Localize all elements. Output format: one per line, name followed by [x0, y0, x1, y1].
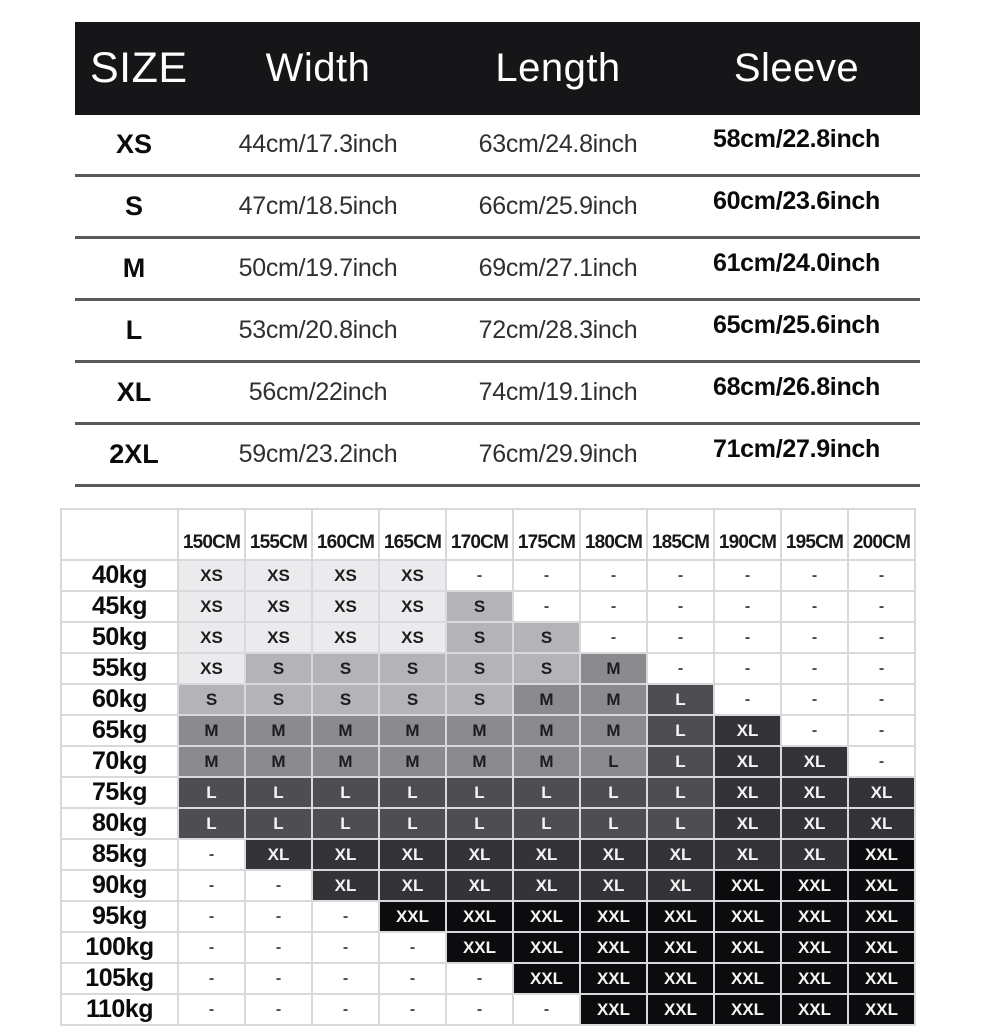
matrix-cell-size: XS [245, 591, 312, 622]
size-table-header-size: SIZE [90, 44, 188, 92]
matrix-cell-size: XS [312, 622, 379, 653]
size-cell-sleeve: 65cm/25.6inch [712, 311, 881, 339]
matrix-cell-size: XXL [647, 932, 714, 963]
matrix-cell-size: XL [647, 870, 714, 901]
matrix-cell-size: XL [379, 870, 446, 901]
matrix-cell-size: M [580, 684, 647, 715]
matrix-height-header: 170CM [446, 509, 513, 560]
matrix-cell-size: M [379, 715, 446, 746]
matrix-cell-size: S [312, 653, 379, 684]
matrix-cell-size: XXL [580, 963, 647, 994]
matrix-cell-size: XL [781, 839, 848, 870]
matrix-cell-dash: - [312, 994, 379, 1025]
matrix-cell-dash: - [848, 746, 915, 777]
matrix-cell-size: XL [714, 746, 781, 777]
matrix-cell-size: XL [647, 839, 714, 870]
matrix-cell-size: XXL [848, 963, 915, 994]
matrix-row [61, 591, 915, 622]
matrix-cell-size: XXL [446, 932, 513, 963]
matrix-cell-size: XL [714, 715, 781, 746]
matrix-cell-size: XXL [781, 963, 848, 994]
matrix-cell-size: XS [178, 622, 245, 653]
matrix-row [61, 715, 915, 746]
matrix-cell-dash: - [245, 963, 312, 994]
matrix-cell-size: L [647, 715, 714, 746]
matrix-row [61, 653, 915, 684]
size-cell-size: XS [115, 129, 153, 159]
matrix-weight-header: 105kg [61, 963, 178, 994]
matrix-cell-size: S [178, 684, 245, 715]
matrix-cell-size: L [446, 808, 513, 839]
matrix-cell-size: XL [245, 839, 312, 870]
matrix-cell-size: XS [379, 622, 446, 653]
size-cell-sleeve: 61cm/24.0inch [712, 249, 881, 277]
matrix-cell-size: XL [580, 870, 647, 901]
matrix-cell-dash: - [848, 560, 915, 591]
matrix-cell-size: M [245, 715, 312, 746]
matrix-cell-dash: - [714, 560, 781, 591]
matrix-cell-size: XXL [848, 932, 915, 963]
size-cell-length: 69cm/27.1inch [478, 254, 638, 282]
matrix-cell-dash: - [580, 591, 647, 622]
matrix-cell-size: M [446, 715, 513, 746]
matrix-cell-size: XL [446, 839, 513, 870]
matrix-cell-dash: - [714, 684, 781, 715]
matrix-cell-dash: - [781, 715, 848, 746]
size-cell-sleeve: 68cm/26.8inch [712, 373, 881, 401]
matrix-cell-size: XXL [781, 932, 848, 963]
matrix-cell-size: XXL [513, 901, 580, 932]
matrix-cell-size: S [513, 622, 580, 653]
matrix-cell-dash: - [178, 870, 245, 901]
matrix-cell-size: L [245, 777, 312, 808]
matrix-cell-size: L [178, 777, 245, 808]
matrix-cell-size: S [513, 653, 580, 684]
matrix-height-header: 165CM [379, 509, 446, 560]
matrix-cell-dash: - [178, 901, 245, 932]
matrix-cell-dash: - [580, 560, 647, 591]
size-table-header-width: Width [265, 46, 371, 90]
size-cell-width: 56cm/22inch [248, 378, 388, 406]
matrix-cell-size: XL [781, 808, 848, 839]
matrix-row [61, 560, 915, 591]
matrix-cell-dash: - [848, 622, 915, 653]
matrix-cell-dash: - [647, 591, 714, 622]
matrix-corner-cell [61, 509, 178, 560]
matrix-cell-size: XL [513, 870, 580, 901]
size-cell-width: 44cm/17.3inch [238, 130, 398, 158]
matrix-cell-size: XXL [714, 870, 781, 901]
matrix-weight-header: 100kg [61, 932, 178, 963]
matrix-weight-header: 45kg [61, 591, 178, 622]
matrix-cell-size: XXL [714, 994, 781, 1025]
matrix-cell-size: XXL [446, 901, 513, 932]
matrix-height-header: 175CM [513, 509, 580, 560]
matrix-cell-dash: - [714, 622, 781, 653]
matrix-cell-size: L [580, 777, 647, 808]
matrix-cell-size: S [379, 684, 446, 715]
matrix-cell-size: S [312, 684, 379, 715]
matrix-weight-header: 60kg [61, 684, 178, 715]
size-cell-width: 59cm/23.2inch [238, 440, 398, 468]
matrix-cell-dash: - [312, 963, 379, 994]
matrix-cell-size: L [580, 808, 647, 839]
matrix-cell-dash: - [714, 591, 781, 622]
size-table-row [75, 115, 920, 177]
matrix-weight-header: 70kg [61, 746, 178, 777]
matrix-weight-header: 110kg [61, 994, 178, 1025]
size-table-header-length: Length [495, 46, 621, 90]
matrix-cell-dash: - [446, 560, 513, 591]
matrix-cell-size: XXL [848, 839, 915, 870]
matrix-cell-size: XL [312, 839, 379, 870]
matrix-cell-size: XL [781, 746, 848, 777]
matrix-weight-header: 40kg [61, 560, 178, 591]
matrix-cell-size: XXL [647, 963, 714, 994]
size-cell-sleeve: 60cm/23.6inch [712, 187, 881, 215]
matrix-cell-dash: - [714, 653, 781, 684]
matrix-cell-size: XXL [781, 870, 848, 901]
matrix-height-header: 180CM [580, 509, 647, 560]
matrix-weight-header: 85kg [61, 839, 178, 870]
matrix-cell-size: L [245, 808, 312, 839]
matrix-header-row [61, 509, 915, 560]
matrix-cell-size: XXL [580, 901, 647, 932]
matrix-cell-size: XL [848, 777, 915, 808]
size-table-body [75, 115, 920, 487]
matrix-cell-size: XL [580, 839, 647, 870]
matrix-cell-size: L [647, 808, 714, 839]
matrix-cell-size: XXL [647, 901, 714, 932]
matrix-cell-dash: - [513, 591, 580, 622]
matrix-cell-size: XL [848, 808, 915, 839]
matrix-cell-size: M [513, 715, 580, 746]
matrix-cell-dash: - [513, 994, 580, 1025]
matrix-cell-size: L [580, 746, 647, 777]
size-table-header-sleeve: Sleeve [733, 46, 860, 90]
matrix-cell-size: S [245, 653, 312, 684]
matrix-cell-size: S [446, 591, 513, 622]
matrix-cell-size: L [178, 808, 245, 839]
matrix-cell-dash: - [781, 684, 848, 715]
matrix-height-header: 185CM [647, 509, 714, 560]
matrix-row [61, 746, 915, 777]
matrix-cell-dash: - [178, 963, 245, 994]
matrix-cell-size: XS [312, 560, 379, 591]
size-cell-length: 63cm/24.8inch [478, 130, 638, 158]
size-table-row [75, 425, 920, 487]
matrix-cell-size: XS [178, 653, 245, 684]
matrix-cell-size: XXL [580, 994, 647, 1025]
matrix-cell-size: S [245, 684, 312, 715]
matrix-cell-dash: - [781, 622, 848, 653]
matrix-cell-dash: - [312, 932, 379, 963]
height-weight-matrix [60, 508, 916, 1026]
matrix-cell-size: XL [312, 870, 379, 901]
matrix-cell-size: XS [379, 591, 446, 622]
matrix-cell-dash: - [178, 932, 245, 963]
matrix-cell-size: S [446, 684, 513, 715]
matrix-cell-size: L [513, 808, 580, 839]
matrix-cell-size: XXL [513, 932, 580, 963]
matrix-weight-header: 55kg [61, 653, 178, 684]
matrix-cell-size: L [647, 777, 714, 808]
size-cell-length: 66cm/25.9inch [478, 192, 638, 220]
matrix-height-header: 160CM [312, 509, 379, 560]
matrix-cell-size: L [647, 684, 714, 715]
matrix-cell-size: XS [178, 560, 245, 591]
size-table [75, 22, 920, 487]
matrix-cell-size: M [178, 715, 245, 746]
matrix-cell-size: S [446, 622, 513, 653]
size-cell-size: L [125, 315, 143, 345]
matrix-cell-size: XL [781, 777, 848, 808]
matrix-cell-size: L [312, 777, 379, 808]
matrix-cell-size: XXL [848, 901, 915, 932]
matrix-cell-dash: - [446, 994, 513, 1025]
size-cell-length: 76cm/29.9inch [478, 440, 638, 468]
matrix-cell-size: XXL [714, 963, 781, 994]
matrix-cell-dash: - [848, 684, 915, 715]
matrix-cell-size: XS [178, 591, 245, 622]
matrix-cell-size: XXL [781, 901, 848, 932]
matrix-cell-dash: - [245, 932, 312, 963]
matrix-cell-dash: - [848, 715, 915, 746]
matrix-weight-header: 65kg [61, 715, 178, 746]
matrix-row [61, 994, 915, 1025]
matrix-cell-dash: - [178, 994, 245, 1025]
matrix-cell-size: XS [312, 591, 379, 622]
matrix-cell-dash: - [379, 963, 446, 994]
matrix-cell-dash: - [178, 839, 245, 870]
matrix-cell-size: M [312, 715, 379, 746]
matrix-cell-size: XXL [848, 870, 915, 901]
matrix-cell-size: S [379, 653, 446, 684]
matrix-cell-dash: - [580, 622, 647, 653]
matrix-cell-dash: - [379, 994, 446, 1025]
size-cell-sleeve: 71cm/27.9inch [712, 435, 881, 463]
matrix-cell-size: XXL [647, 994, 714, 1025]
matrix-height-header: 150CM [178, 509, 245, 560]
matrix-row [61, 932, 915, 963]
matrix-cell-size: M [178, 746, 245, 777]
matrix-cell-size: L [446, 777, 513, 808]
matrix-row [61, 839, 915, 870]
matrix-cell-size: L [312, 808, 379, 839]
matrix-height-header: 195CM [781, 509, 848, 560]
matrix-cell-size: XL [714, 839, 781, 870]
matrix-height-header: 200CM [848, 509, 915, 560]
size-cell-length: 72cm/28.3inch [478, 316, 638, 344]
matrix-cell-size: L [379, 777, 446, 808]
matrix-row [61, 622, 915, 653]
matrix-cell-size: XXL [580, 932, 647, 963]
matrix-cell-size: XXL [848, 994, 915, 1025]
matrix-cell-dash: - [647, 653, 714, 684]
matrix-weight-header: 80kg [61, 808, 178, 839]
matrix-cell-size: L [647, 746, 714, 777]
size-cell-width: 47cm/18.5inch [238, 192, 398, 220]
matrix-cell-dash: - [245, 901, 312, 932]
matrix-cell-dash: - [446, 963, 513, 994]
matrix-weight-header: 95kg [61, 901, 178, 932]
size-table-row [75, 177, 920, 239]
matrix-row [61, 808, 915, 839]
matrix-cell-size: M [446, 746, 513, 777]
matrix-cell-dash: - [513, 560, 580, 591]
matrix-cell-dash: - [379, 932, 446, 963]
matrix-cell-size: XS [379, 560, 446, 591]
matrix-height-header: 155CM [245, 509, 312, 560]
matrix-cell-size: XL [446, 870, 513, 901]
matrix-cell-size: XS [245, 560, 312, 591]
matrix-cell-dash: - [781, 560, 848, 591]
matrix-cell-size: XXL [781, 994, 848, 1025]
size-cell-width: 53cm/20.8inch [238, 316, 398, 344]
matrix-cell-size: M [312, 746, 379, 777]
size-table-row [75, 363, 920, 425]
matrix-cell-size: L [513, 777, 580, 808]
size-cell-width: 50cm/19.7inch [238, 254, 398, 282]
size-table-row [75, 239, 920, 301]
matrix-cell-size: L [379, 808, 446, 839]
matrix-cell-dash: - [781, 653, 848, 684]
matrix-cell-dash: - [848, 591, 915, 622]
matrix-cell-size: M [379, 746, 446, 777]
matrix-cell-size: M [513, 746, 580, 777]
matrix-row [61, 901, 915, 932]
matrix-cell-dash: - [647, 622, 714, 653]
size-cell-length: 74cm/19.1inch [478, 378, 638, 406]
size-cell-size: XL [116, 377, 152, 407]
matrix-cell-dash: - [848, 653, 915, 684]
matrix-weight-header: 75kg [61, 777, 178, 808]
matrix-cell-size: M [580, 715, 647, 746]
size-cell-size: 2XL [109, 439, 159, 469]
matrix-cell-dash: - [781, 591, 848, 622]
matrix-cell-dash: - [245, 994, 312, 1025]
size-cell-size: S [124, 191, 143, 221]
matrix-weight-header: 50kg [61, 622, 178, 653]
matrix-cell-size: M [580, 653, 647, 684]
size-cell-size: M [122, 253, 146, 283]
matrix-row [61, 684, 915, 715]
matrix-cell-size: M [513, 684, 580, 715]
matrix-height-header: 190CM [714, 509, 781, 560]
matrix-cell-size: XXL [379, 901, 446, 932]
matrix-cell-dash: - [312, 901, 379, 932]
matrix-cell-size: XXL [714, 901, 781, 932]
matrix-row [61, 777, 915, 808]
matrix-cell-size: XL [714, 777, 781, 808]
height-weight-matrix-table [60, 508, 916, 1026]
matrix-cell-size: XL [714, 808, 781, 839]
matrix-cell-size: M [245, 746, 312, 777]
matrix-cell-size: XXL [714, 932, 781, 963]
size-cell-sleeve: 58cm/22.8inch [712, 125, 881, 153]
size-table-row [75, 301, 920, 363]
matrix-cell-size: XXL [513, 963, 580, 994]
matrix-cell-dash: - [245, 870, 312, 901]
matrix-row [61, 870, 915, 901]
matrix-row [61, 963, 915, 994]
matrix-cell-size: XS [245, 622, 312, 653]
matrix-weight-header: 90kg [61, 870, 178, 901]
matrix-cell-dash: - [647, 560, 714, 591]
matrix-cell-size: S [446, 653, 513, 684]
matrix-cell-size: XL [513, 839, 580, 870]
matrix-cell-size: XL [379, 839, 446, 870]
size-table-header [75, 22, 920, 115]
